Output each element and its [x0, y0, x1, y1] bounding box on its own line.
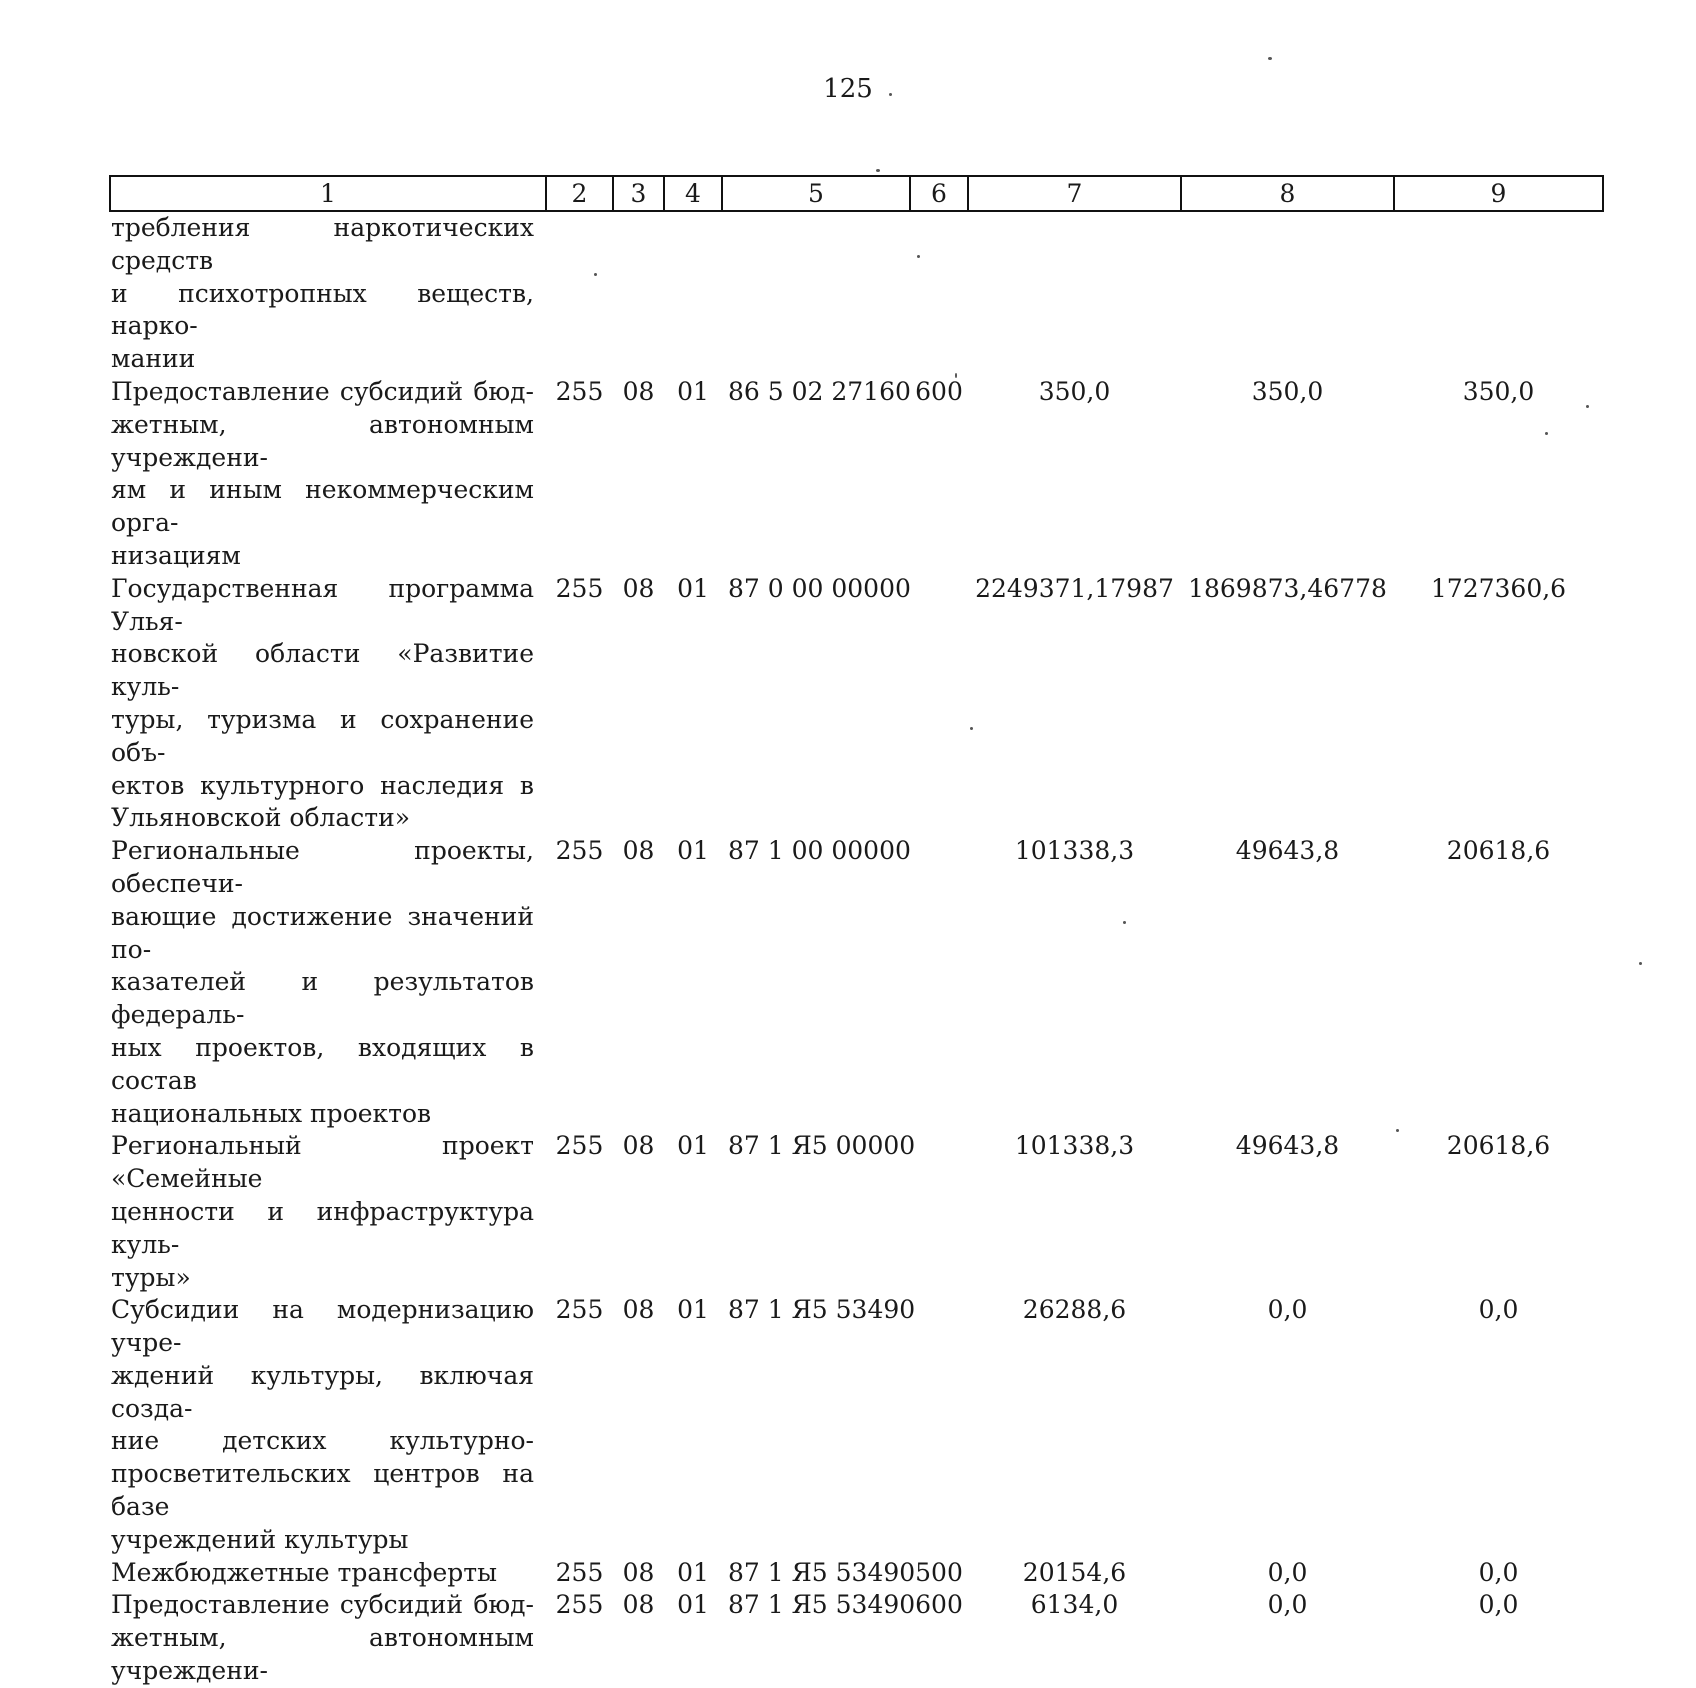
code-admin: 255 [555, 1131, 604, 1161]
amount-col8: 49643,8 [1235, 836, 1340, 866]
row-name-line: Ульяновской области» [111, 803, 411, 833]
amount-col8: 0,0 [1267, 1295, 1308, 1325]
header-cell: 4 [664, 176, 722, 211]
scan-speck [889, 93, 892, 96]
table-row [110, 1130, 1603, 1294]
amount-col9: 0,0 [1478, 1295, 1519, 1325]
row-name-line: учреждений культуры [111, 1524, 409, 1554]
row-name-line: вающие достижение значений по- [111, 901, 534, 964]
code-target: 86 5 02 27160 [728, 376, 911, 406]
row-name-line: казателей и результатов федераль- [111, 967, 534, 1030]
code-admin: 255 [555, 1557, 604, 1587]
amount-col7: 101338,3 [1014, 1131, 1135, 1161]
code-admin: 255 [555, 1590, 604, 1620]
amount-col8: 49643,8 [1235, 1131, 1340, 1161]
row-name-line: Межбюджетные трансферты [111, 1557, 498, 1587]
amount-col8: 350,0 [1251, 376, 1324, 406]
row-name-line: Региональный проект «Семейные [111, 1131, 534, 1194]
row-name-line: и психотропных веществ, нарко- [111, 278, 534, 341]
row-name-line: туры, туризма и сохранение объ- [111, 704, 534, 767]
scan-speck [1639, 962, 1642, 965]
row-name-line: ценности и инфраструктура куль- [111, 1196, 534, 1259]
amount-col9: 350,0 [1462, 376, 1535, 406]
row-name-line: Предоставление субсидий бюд- [111, 376, 534, 406]
code-subsection: 01 [677, 376, 709, 406]
row-name-line: низациям [111, 540, 241, 570]
table-row [110, 573, 1603, 835]
code-admin: 255 [555, 573, 604, 603]
table-row [110, 835, 1603, 1130]
scan-speck [1268, 57, 1272, 60]
row-name-line: мании [111, 344, 196, 374]
amount-col8 [1181, 211, 1394, 376]
header-cell: 1 [110, 176, 546, 211]
amount-col7: 6134,0 [1030, 1590, 1119, 1620]
header-cell: 7 [968, 176, 1181, 211]
amount-col9 [1394, 211, 1603, 376]
amount-col7: 101338,3 [1014, 836, 1135, 866]
code-subsection [664, 211, 722, 376]
code-expense [910, 1294, 968, 1556]
code-target [722, 211, 910, 376]
amount-col7: 20154,6 [1022, 1557, 1127, 1587]
row-name-line: жетным, автономным учреждени- [111, 409, 534, 472]
amount-col9: 0,0 [1478, 1557, 1519, 1587]
code-subsection: 01 [677, 573, 709, 603]
row-name [110, 1557, 546, 1590]
row-name-line: жетным, автономным учреждени- [111, 1623, 534, 1686]
code-expense: 600 [915, 1590, 963, 1620]
code-admin [546, 211, 613, 376]
table-row [110, 1557, 1603, 1590]
code-target: 87 1 00 00000 [728, 836, 911, 866]
row-name [110, 1589, 546, 1687]
scan-speck [876, 169, 880, 172]
code-section: 08 [622, 1295, 655, 1325]
table-row [110, 376, 1603, 573]
code-admin: 255 [555, 1295, 604, 1325]
row-name-line: национальных проектов [111, 1098, 432, 1128]
code-section: 08 [622, 836, 655, 866]
table-row [110, 211, 1603, 376]
amount-col7: 26288,6 [1022, 1295, 1127, 1325]
row-name-line: ждений культуры, включая созда- [111, 1360, 534, 1423]
row-name-line: туры» [111, 1262, 191, 1292]
row-name [110, 1294, 546, 1556]
row-name-line: ектов культурного наследия в [111, 770, 534, 800]
row-name [110, 211, 546, 376]
code-target: 87 1 Я5 53490 [728, 1557, 916, 1587]
code-section: 08 [622, 376, 655, 406]
amount-col7: 2249371,17987 [975, 573, 1174, 603]
table-row [110, 1589, 1603, 1687]
code-expense: 500 [915, 1557, 963, 1587]
amount-col8: 0,0 [1267, 1590, 1308, 1620]
code-section [613, 211, 664, 376]
code-subsection: 01 [677, 1590, 709, 1620]
header-cell: 9 [1394, 176, 1603, 211]
code-admin: 255 [555, 376, 604, 406]
header-cell: 3 [613, 176, 664, 211]
row-name-line: Субсидии на модернизацию учре- [111, 1295, 534, 1358]
page-number: 125 [823, 74, 873, 104]
row-name-line: Предоставление субсидий бюд- [111, 1590, 534, 1620]
code-expense [910, 573, 968, 835]
amount-col9: 0,0 [1478, 1590, 1519, 1620]
code-subsection: 01 [677, 1131, 709, 1161]
code-section: 08 [622, 1557, 655, 1587]
row-name-line: ям и иным некоммерческим орга- [111, 475, 534, 538]
budget-table [109, 175, 1604, 1688]
header-cell: 6 [910, 176, 968, 211]
amount-col8: 0,0 [1267, 1557, 1308, 1587]
code-section: 08 [622, 1131, 655, 1161]
code-expense [910, 835, 968, 1130]
row-name [110, 376, 546, 573]
amount-col9: 20618,6 [1446, 836, 1551, 866]
amount-col7: 350,0 [1038, 376, 1111, 406]
header-cell: 2 [546, 176, 613, 211]
row-name [110, 573, 546, 835]
code-admin: 255 [555, 836, 604, 866]
code-target: 87 1 Я5 53490 [728, 1590, 916, 1620]
row-name-line: ных проектов, входящих в состав [111, 1032, 534, 1095]
code-expense [910, 211, 968, 376]
amount-col9: 20618,6 [1446, 1131, 1551, 1161]
header-cell: 8 [1181, 176, 1394, 211]
table-row [110, 1294, 1603, 1556]
code-expense: 600 [915, 376, 963, 406]
row-name [110, 835, 546, 1130]
row-name-line: Региональные проекты, обеспечи- [111, 836, 534, 898]
row-name-line: просветительских центров на базе [111, 1459, 534, 1522]
code-target: 87 1 Я5 00000 [728, 1131, 916, 1161]
row-name [110, 1130, 546, 1294]
code-subsection: 01 [677, 836, 709, 866]
header-cell: 5 [722, 176, 910, 211]
amount-col7 [968, 211, 1181, 376]
code-section: 08 [622, 573, 655, 603]
row-name-line: ние детских культурно- [111, 1426, 534, 1456]
header-row [110, 176, 1603, 211]
code-target: 87 0 00 00000 [728, 573, 911, 603]
row-name-line: требления наркотических средств [111, 213, 534, 275]
code-target: 87 1 Я5 53490 [728, 1295, 916, 1325]
amount-col8: 1869873,46778 [1188, 573, 1387, 603]
row-name-line: Государственная программа Улья- [111, 573, 534, 636]
row-name-line: новской области «Развитие куль- [111, 639, 534, 702]
code-subsection: 01 [677, 1557, 709, 1587]
code-expense [910, 1130, 968, 1294]
code-section: 08 [622, 1590, 655, 1620]
amount-col9: 1727360,6 [1430, 573, 1567, 603]
code-subsection: 01 [677, 1295, 709, 1325]
